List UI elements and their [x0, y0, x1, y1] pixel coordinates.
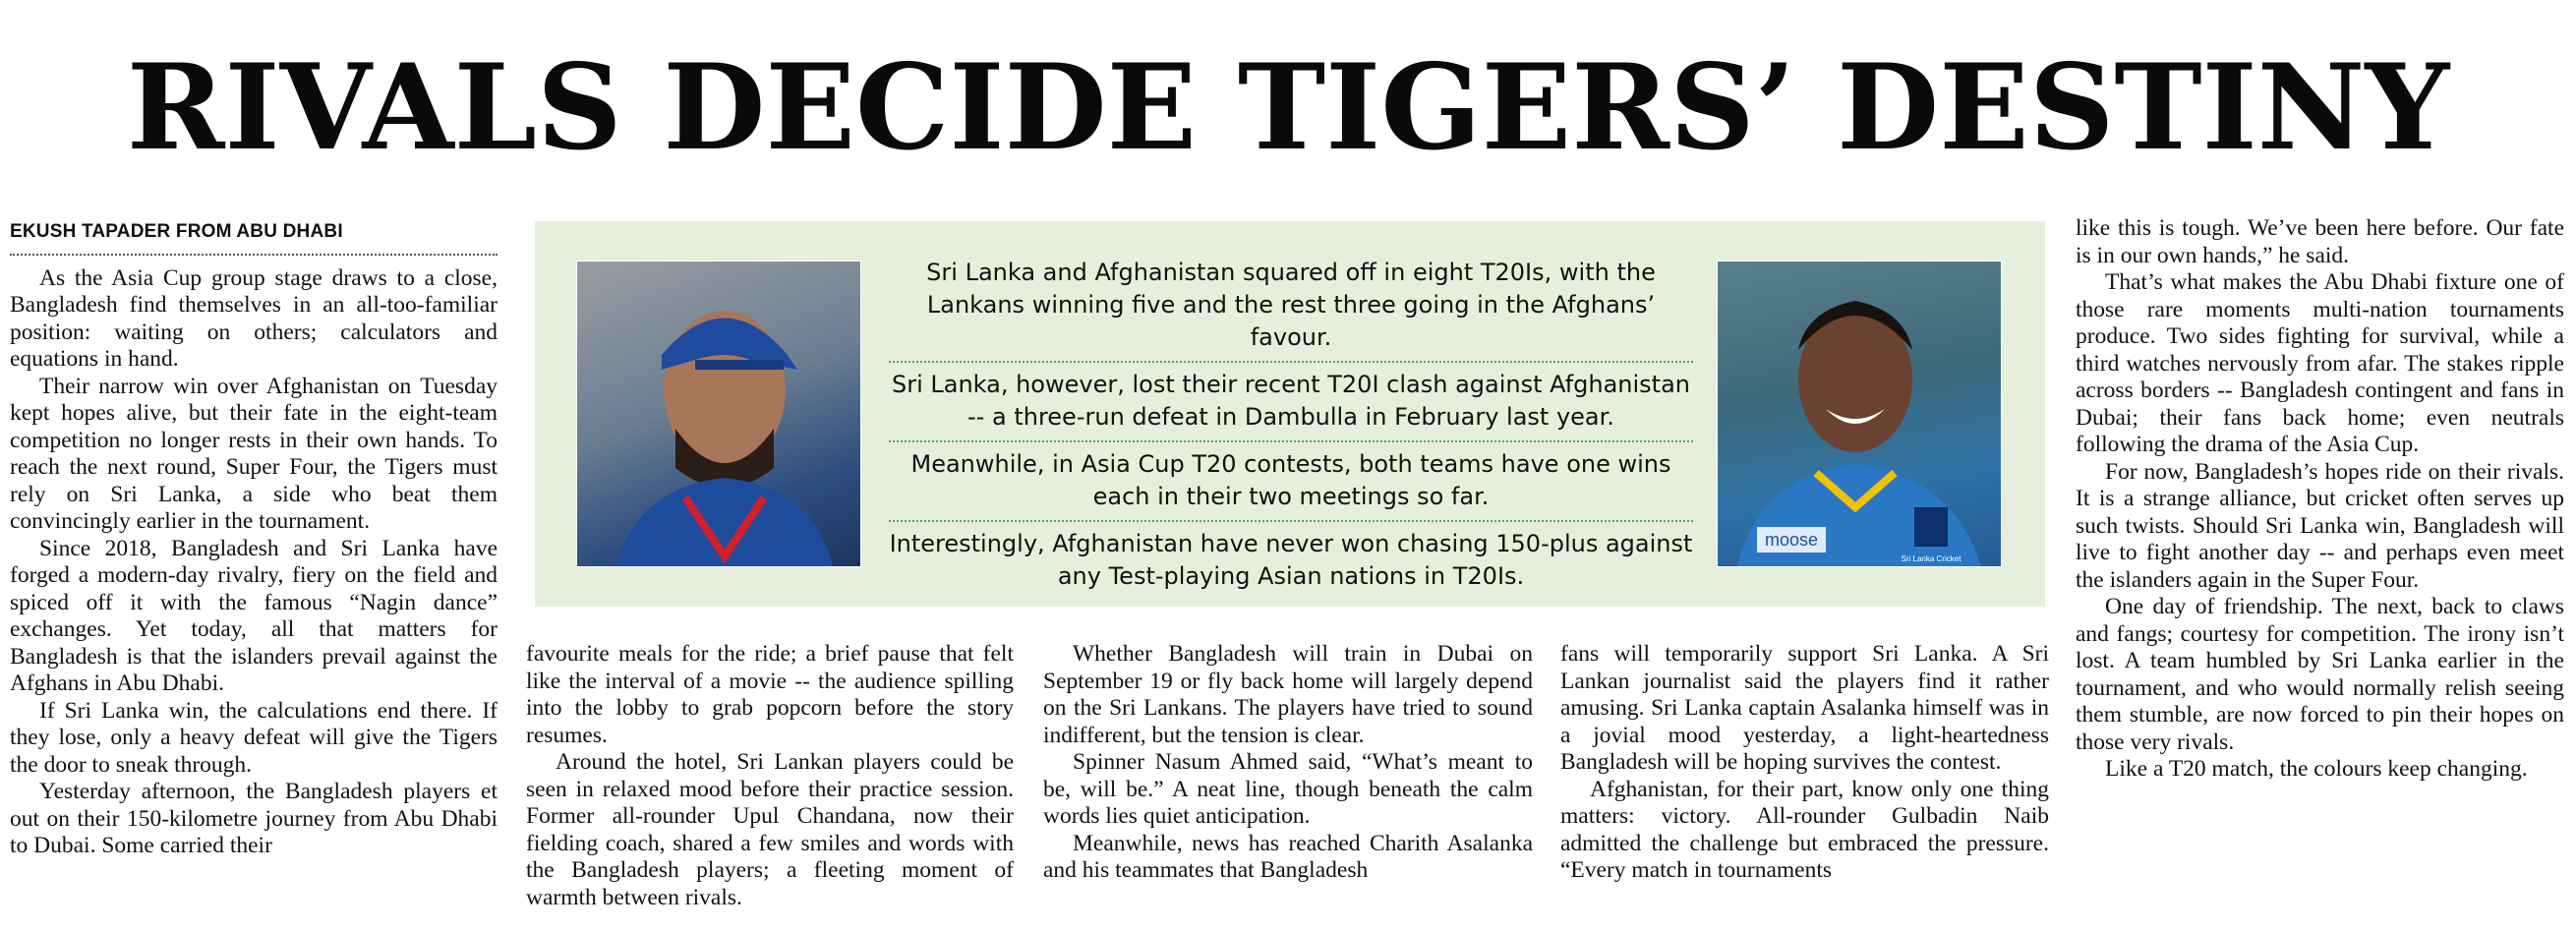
- paragraph: Spinner Nasum Ahmed said, “What’s meant to be, will be.” A neat line, though beneath the calm words lies quiet anticipation.: [1043, 749, 1533, 829]
- headline: RIVALS DECIDE TIGERS’ DESTINY: [126, 38, 2450, 177]
- article-column-3: [1043, 641, 1533, 885]
- paragraph: Their narrow win over Afghanistan on Tuesday kept hopes alive, but their fate in the eight-team competition no longer rests in their own hands. To reach the next round, Super Four, the Tigers must rely on Sri Lanka, a side who beat them convincingly earlier in the tournament.: [10, 373, 498, 534]
- fact-item: Interestingly, Afghanistan have never won chasing 150-plus against any Test-playing Asian nations in T20Is.: [889, 530, 1693, 590]
- paragraph: One day of friendship. The next, back to claws and fangs; courtesy for competition. The irony isn’t lost. A team humbled by Sri Lanka earlier in the tournament, and who would normally relish seeing them stumble, are now forced to pin their hopes on those very rivals.: [2076, 594, 2564, 755]
- paragraph: As the Asia Cup group stage draws to a close, Bangladesh find themselves in an all-too-familiar position: waiting on others; calculators and equations in hand.: [10, 264, 498, 372]
- paragraph: like this is tough. We’ve been here before. Our fate is in our own hands,” he said.: [2076, 215, 2564, 268]
- sponsor-logo: moose: [1764, 530, 1819, 550]
- article-column-5: [2076, 215, 2564, 784]
- paragraph: Like a T20 match, the colours keep changing.: [2105, 756, 2528, 782]
- paragraph: fans will temporarily support Sri Lanka. A Sri Lankan journalist said the players find it rather amusing. Sri Lanka captain Asalanka himself was in a jovial mood yesterday, a light-heartedness Bangladesh will be hoping survives the contest.: [1560, 641, 2049, 775]
- paragraph: Yesterday afternoon, the Bangladesh players et out on their 150-kilometre journey from Abu Dhabi to Dubai. Some carried their: [10, 779, 498, 858]
- byline: EKUSH TAPADER FROM ABU DHABI: [10, 218, 498, 256]
- paragraph: favourite meals for the ride; a brief pause that felt like the interval of a movie -- the audience spilling into the lobby to grab popcorn before the story resumes.: [526, 641, 1014, 748]
- article-column-1: [10, 218, 498, 860]
- fact-box: [535, 221, 2045, 607]
- team-logo: Sri Lanka Cricket: [1901, 554, 1961, 563]
- fact-item: Meanwhile, in Asia Cup T20 contests, both teams have one wins each in their two meetings so far.: [889, 442, 1693, 522]
- player-photo-illustration: [577, 262, 860, 566]
- photo-sri-lanka-player: [1717, 261, 2002, 567]
- paragraph: Around the hotel, Sri Lankan players could be seen in relaxed mood before their practice session. Former all-rounder Upul Chandana, now their fielding coach, shared a few smiles and words with the Bangladesh players; a fleeting moment of warmth between rivals.: [526, 749, 1014, 910]
- photo-afghanistan-player: [576, 261, 861, 567]
- paragraph: If Sri Lanka win, the calculations end there. If they lose, only a heavy defeat will give the Tigers the door to sneak through.: [10, 697, 498, 778]
- player-photo-illustration: [1718, 262, 2001, 566]
- paragraph: Whether Bangladesh will train in Dubai on September 19 or fly back home will largely depend on the Sri Lankans. The players have tried to sound indifferent, but the tension is clear.: [1043, 641, 1533, 748]
- paragraph: For now, Bangladesh’s hopes ride on their rivals. It is a strange alliance, but cricket often serves up such twists. Should Sri Lanka win, Bangladesh will live to fight another day -- and perhaps even meet the islanders again in the Super Four.: [2076, 458, 2564, 593]
- article-column-4: [1560, 641, 2049, 885]
- paragraph: That’s what makes the Abu Dhabi fixture one of those rare moments multi-nation tournaments produce. Two sides fighting for survival, while a third watches nervously from afar. The stakes ripple across borders -- Bangladesh contingent and fans in Dubai; their fans back home; even neutrals following the drama of the Asia Cup.: [2076, 269, 2564, 457]
- fact-item: Sri Lanka, however, lost their recent T20I clash against Afghanistan -- a three-run defeat in Dambulla in February last year.: [889, 363, 1693, 442]
- article-column-2: [526, 641, 1014, 911]
- fact-item: Sri Lanka and Afghanistan squared off in eight T20Is, with the Lankans winning five and the rest three going in the Afghans’ favour.: [889, 251, 1693, 363]
- paragraph: Meanwhile, news has reached Charith Asalanka and his teammates that Bangladesh: [1043, 830, 1533, 883]
- paragraph: Since 2018, Bangladesh and Sri Lanka have forged a modern-day rivalry, fiery on the field and spiced off it with the famous “Nagin dance” exchanges. Yet today, all that matters for Bangladesh is that the islanders prevail against the Afghans in Abu Dhabi.: [10, 535, 498, 696]
- paragraph: Afghanistan, for their part, know only one thing matters: victory. All-rounder Gulbadin Naib admitted the challenge but embraced the pressure. “Every match in tournaments: [1560, 776, 2049, 883]
- fact-list: [889, 251, 1693, 600]
